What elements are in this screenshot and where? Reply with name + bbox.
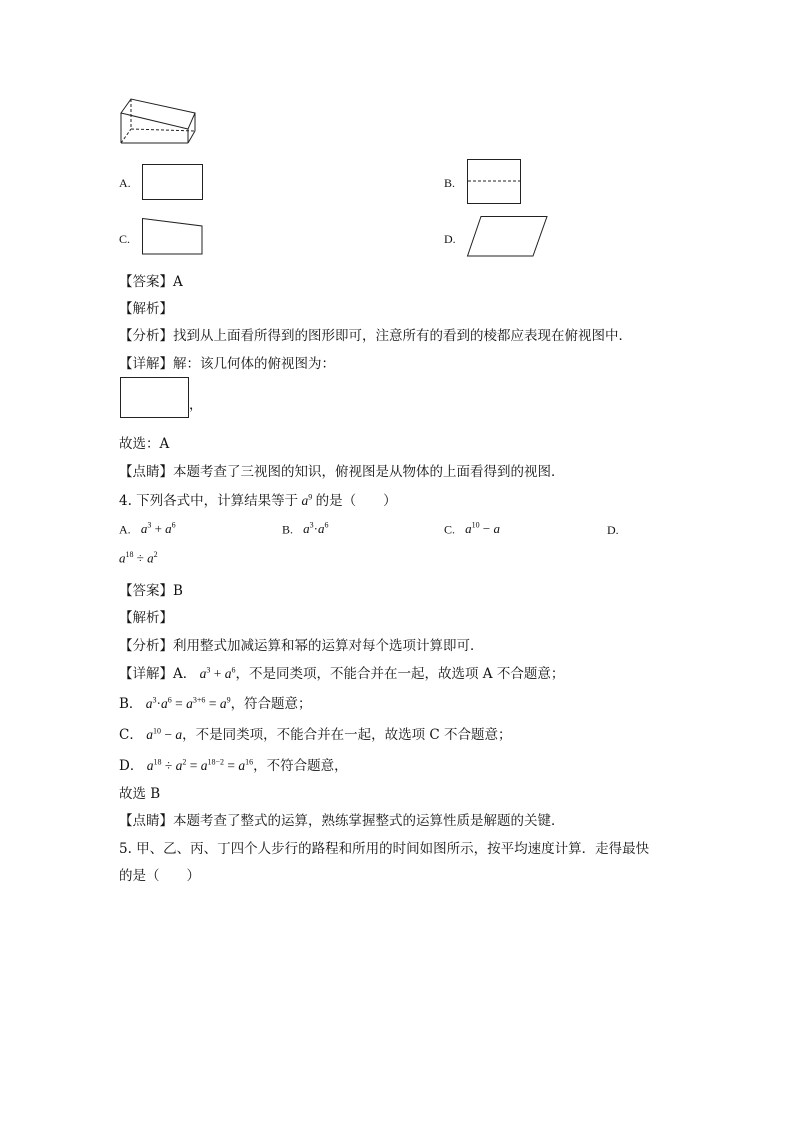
option-a-label: A. [119,176,131,190]
q3-answer: 【答案】A [119,274,183,290]
option-c-label: C. [119,232,131,246]
top-view-figure [120,377,190,419]
q4-choose: 故选 B [119,786,161,802]
q3-choose: 故选：A [119,436,170,452]
option-b-label: B. [444,176,456,190]
q4-option-c: C. $a^{10} - a$ [444,521,500,537]
option-d-parallelogram [467,216,549,257]
q4-detail-c: C． $a^{10} - a$，不是同类项，不能合并在一起，故选项 C 不合题意； [119,726,512,743]
q4-answer: 【答案】B [119,583,183,599]
q4-remark: 【点睛】本题考查了整式的运算，熟练掌握整式的运算性质是解题的关键． [119,813,565,829]
option-c-trapezoid [142,218,204,256]
q4-analysis-label: 【解析】 [119,610,173,626]
q4-detail-a: 【详解】A． $a^3 + a^6$，不是同类项，不能合并在一起，故选项 A 不合题意； [119,665,565,682]
cuboid-figure [118,95,198,147]
q4-stem-expr: $a^9$ [298,492,313,508]
q4-option-b: B. $a^3\cdot a^6$ [282,521,329,537]
option-b-rectangle-dashed [467,159,522,205]
option-a-rectangle [142,164,204,200]
q3-analysis: 【分析】找到从上面看所得到的图形即可，注意所有的看到的棱都应表现在俯视图中． [119,328,632,344]
option-d-label: D. [444,232,456,246]
q4-stem [119,489,397,509]
q3-detail: 【详解】解：该几何体的俯视图为： [119,356,335,372]
q4-option-d-label: D. [607,523,619,537]
q5-stem-line2: 的是（ ） [119,868,200,884]
top-view-comma: ， [189,397,203,413]
q3-remark: 【点睛】本题考查了三视图的知识，俯视图是从物体的上面看得到的视图． [119,464,565,480]
q4-detail-d: D． $a^{18} \div a^2 = a^{18-2} = a^{16}$，不符合题意， [119,757,348,774]
q4-option-a: A. $a^3 + a^6$ [119,521,176,537]
q4-analysis: 【分析】利用整式加减运算和幂的运算对每个选项计算即可． [119,638,484,654]
q4-option-d-expr: $a^{18} \div a^2$ [119,550,158,566]
q5-stem-line1: 5. 甲、乙、丙、丁四个人步行的路程和所用的时间如图所示，按平均速度计算．走得最快 [119,841,650,857]
q4-stem-post: 的是（ ） [315,493,397,509]
q4-detail-b: B． $a^3\cdot a^6 = a^{3+6} = a^9$，符合题意； [119,695,312,712]
q4-stem-pre: 4. 下列各式中，计算结果等于 [119,493,299,509]
q3-analysis-label: 【解析】 [119,301,173,317]
